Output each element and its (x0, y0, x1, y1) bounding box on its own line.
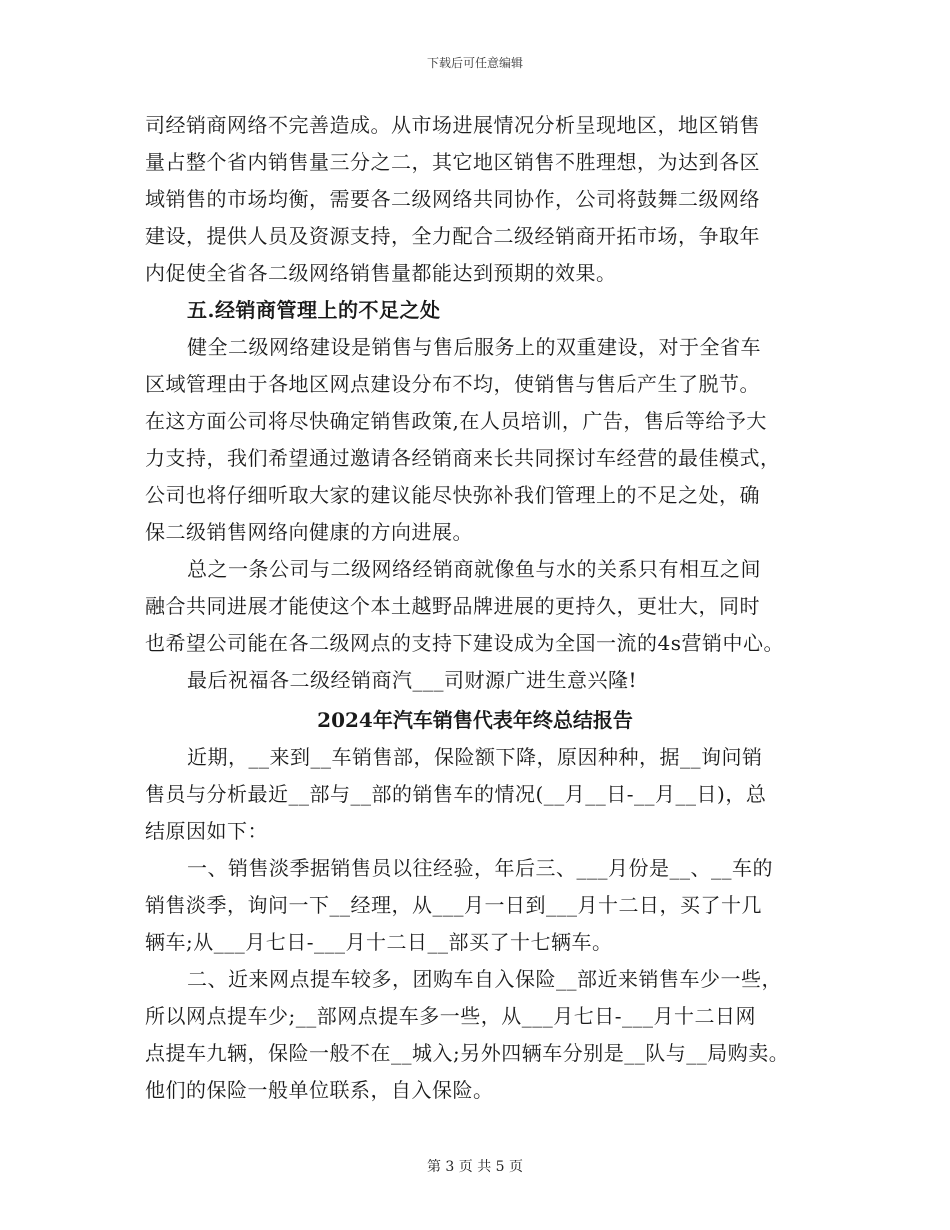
paragraph-line: 建设，提供人员及资源支持，全力配合二级经销商开拓市场，争取年 (145, 224, 760, 248)
paragraph-line: 点提车九辆，保险一般不在__城入;另外四辆车分别是__队与__局购卖。 (145, 1041, 790, 1065)
paragraph-line: 辆车;从___月七日-___月十二日__部买了十七辆车。 (145, 930, 613, 954)
document-title: 2024年汽车销售代表年终总结报告 (317, 708, 633, 732)
paragraph-line: 所以网点提车少;__部网点提车多一些，从___月七日-___月十二日网 (145, 1004, 756, 1028)
paragraph-line: 公司也将仔细听取大家的建议能尽快弥补我们管理上的不足之处，确 (145, 483, 760, 507)
paragraph-line: 总之一条公司与二级网络经销商就像鱼与水的关系只有相互之间 (187, 557, 761, 581)
paragraph-line: 近期，__来到__车销售部，保险额下降，原因种种，据__询问销 (187, 745, 763, 769)
paragraph-line: 司经销商网络不完善造成。从市场进展情况分析呈现地区，地区销售 (145, 113, 760, 137)
paragraph-line: 他们的保险一般单位联系，自入保险。 (145, 1078, 494, 1102)
paragraph-line: 保二级销售网络向健康的方向进展。 (145, 520, 473, 544)
page-footer: 第 3 页 共 5 页 (426, 1159, 524, 1175)
paragraph-line: 售员与分析最近__部与__部的销售车的情况(__月__日-__月__日)，总 (145, 782, 767, 806)
page-header: 下载后可任意编辑 (426, 56, 523, 70)
paragraph-line: 也希望公司能在各二级网点的支持下建设成为全国一流的4s营销中心。 (145, 631, 784, 655)
paragraph-line: 力支持，我们希望通过邀请各经销商来长共同探讨车经营的最佳模式， (145, 446, 781, 470)
paragraph-line: 区域管理由于各地区网点建设分布不均，使销售与售后产生了脱节。 (145, 372, 760, 396)
paragraph-line: 在这方面公司将尽快确定销售政策,在人员培训，广告，售后等给予大 (145, 409, 767, 433)
section-heading: 五.经销商管理上的不足之处 (187, 298, 441, 322)
paragraph-line: 销售淡季，询问一下__经理，从___月一日到___月十二日，买了十几 (145, 893, 762, 917)
paragraph-line: 一、销售淡季据销售员以往经验，年后三、___月份是__、__车的 (187, 856, 773, 880)
paragraph-line: 二、近来网点提车较多，团购车自入保险__部近来销售车少一些， (187, 967, 782, 991)
paragraph-line: 最后祝福各二级经销商汽___司财源广进生意兴隆! (187, 668, 638, 692)
paragraph-line: 融合共同进展才能使这个本土越野品牌进展的更持久，更壮大，同时 (145, 594, 760, 618)
paragraph-line: 健全二级网络建设是销售与售后服务上的双重建设，对于全省车 (187, 335, 761, 359)
paragraph-line: 内促使全省各二级网络销售量都能达到预期的效果。 (145, 261, 617, 285)
paragraph-line: 结原因如下： (145, 819, 268, 843)
paragraph-line: 域销售的市场均衡，需要各二级网络共同协作，公司将鼓舞二级网络 (145, 187, 760, 211)
paragraph-line: 量占整个省内销售量三分之二，其它地区销售不胜理想，为达到各区 (145, 150, 760, 174)
